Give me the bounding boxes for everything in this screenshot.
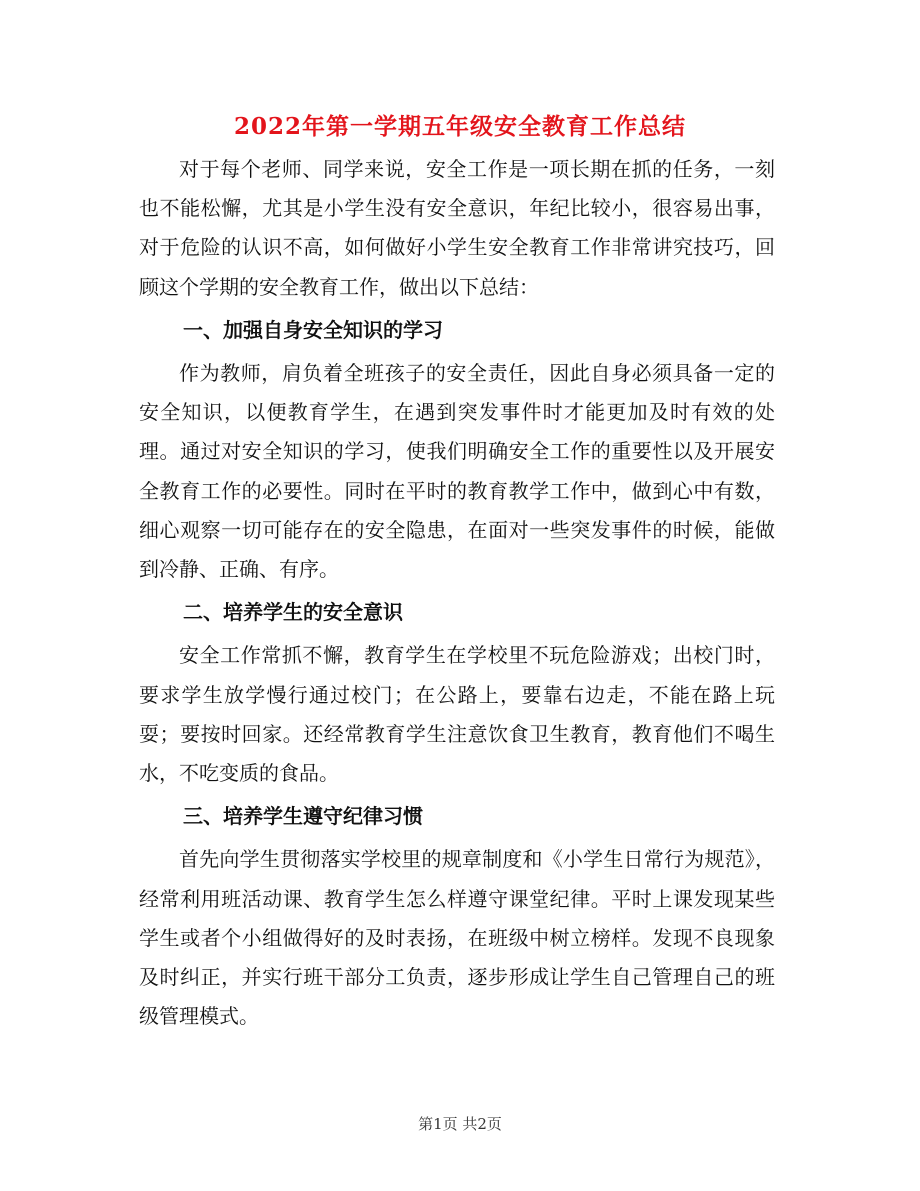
section-2-paragraph: 安全工作常抓不懈，教育学生在学校里不玩危险游戏；出校门时，要求学生放学慢行通过校门；在公路上，要靠右边走，不能在路上玩耍；要按时回家。还经常教育学生注意饮食卫生教育，教育他们不喝生水，不吃变质的食品。 <box>139 643 775 786</box>
section-heading-3: 三、培养学生遵守纪律习惯 <box>183 804 423 829</box>
intro-paragraph: 对于每个老师、同学来说，安全工作是一项长期在抓的任务，一刻也不能松懈，尤其是小学生没有安全意识，年纪比较小，很容易出事，对于危险的认识不高，如何做好小学生安全教育工作非常讲究技巧，回顾这个学期的安全教育工作，做出以下总结： <box>139 157 775 299</box>
document-body <box>139 150 775 1036</box>
section-1-paragraph: 作为教师，肩负着全班孩子的安全责任，因此自身必须具备一定的安全知识，以便教育学生，在遇到突发事件时才能更加及时有效的处理。通过对安全知识的学习，使我们明确安全工作的重要性以及开展安全教育工作的必要性。同时在平时的教育教学工作中，做到心中有数，细心观察一切可能存在的安全隐患，在面对一些突发事件的时候，能做到冷静、正确、有序。 <box>139 361 775 582</box>
page-number: 第1页 共2页 <box>418 1115 502 1133</box>
document-title: 2022年第一学期五年级安全教育工作总结 <box>233 113 686 140</box>
section-3-paragraph: 首先向学生贯彻落实学校里的规章制度和《小学生日常行为规范》，经常利用班活动课、教育学生怎么样遵守课堂纪律。平时上课发现某些学生或者个小组做得好的及时表扬，在班级中树立榜样。发现不良现象及时纠正，并实行班干部分工负责，逐步形成让学生自己管理自己的班级管理模式。 <box>139 847 775 1029</box>
section-heading-2: 二、培养学生的安全意识 <box>183 600 403 625</box>
section-heading-1: 一、加强自身安全知识的学习 <box>183 317 443 342</box>
